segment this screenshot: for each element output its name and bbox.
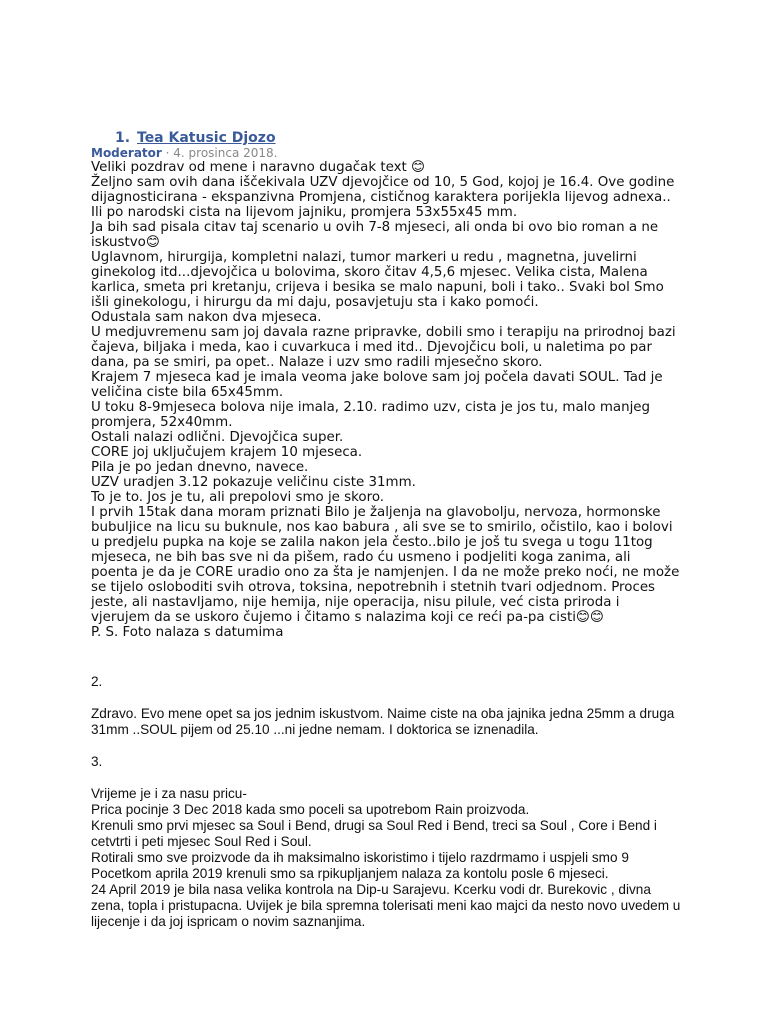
- post-text: Zdravo. Evo mene opet sa jos jednim iskustvom. Naime ciste na oba jajnika jedna 25mm a druga 31mm ..SOUL pijem od 25.10 ...ni jedne nemam. I doktorica se iznenadila.: [91, 706, 675, 737]
- post-line: I prvih 15tak dana moram priznati Bilo je žaljenja na glavobolju, nervoza, hormonske bubuljice na licu su buknule, nos kao babura , ali sve se to smirilo, očistilo, kao i bolovi u predjelu pupka na koje se zalila nakon jela često..bilo je još tu svega u togu 11tog mjeseca, ne bih bas sve ni da pišem, rado ću usmeno i podjeliti koga zanima, ali poenta je da je CORE uradio ono za šta je namjenjen. I da ne može preko noći, ne može se tijelo osloboditi svih otrova, toksina, nepotrebnih i stetnih tvari odjednom. Proces jeste, ali nastavljamo, nije hemija, nije operacija, nisu pilule, već cista priroda i vjerujem da se uskoro čujemo i čitamo s nalazima koji ce reći pa-pa cisti😊😊: [91, 505, 680, 625]
- post-line: P. S. Foto nalaza s datumima: [91, 625, 284, 640]
- post-header: [91, 128, 681, 146]
- post-line: Ja bih sad pisala citav taj scenario u ovih 7-8 mjeseci, ali onda bi ovo bio roman a ne iskustvo😊: [91, 220, 659, 250]
- post-line: U medjuvremenu sam joj davala razne pripravke, dobili smo i terapiju na prirodnoj bazi čajeva, biljaka i meda, kao i cuvarkuca i med itd.. Djevojčicu boli, u naletima po par dana, pa se smiri, pa opet.. Nalaze i uzv smo radili mjesečno skoro.: [91, 325, 676, 370]
- post-number: 3.: [91, 754, 103, 769]
- post-line: 24 April 2019 je bila nasa velika kontrola na Dip-u Sarajevu. Kcerku vodi dr. Burekovic , divna zena, topla i pristupacna. Uvijek je bila spremna tolerisati meni kao majci da nesto novo uvedem u lijecenje i da joj ispricam o novim saznanjima.: [91, 882, 681, 929]
- post-line: Krenuli smo prvi mjesec sa Soul i Bend, drugi sa Soul Red i Bend, treci sa Soul , Core i Bend i cetvtrti i peti mjesec Soul Red i Soul.: [91, 818, 657, 849]
- post-line: Uglavnom, hirurgija, kompletni nalazi, tumor markeri u redu , magnetna, juvelirni ginekolog itd...djevojčica u bolovima, skoro čitav 4,5,6 mjesec. Velika cista, Malena karlica, smeta pri kretanju, crijeva i besika se malo napuni, boli i tako.. Svaki bol Smo išli ginekologu, i hirurgu da mi daju, posavjetuju sta i kako pomoći.: [91, 250, 664, 310]
- post-line: UZV uradjen 3.12 pokazuje veličinu ciste 31mm.: [91, 475, 416, 490]
- post-meta: [91, 146, 681, 160]
- post-line: Pila je po jedan dnevno, navece.: [91, 460, 309, 475]
- author-role: Moderator: [91, 146, 162, 160]
- meta-separator: ·: [161, 146, 174, 160]
- post-line: Krajem 7 mjeseca kad je imala veoma jake bolove sam joj počela davati SOUL. Tad je veličina ciste bila 65x45mm.: [91, 370, 663, 400]
- post-2: [91, 674, 681, 738]
- post-date: 4. prosinca 2018.: [173, 146, 278, 160]
- post-line: Veliki pozdrav od mene i naravno dugačak text 😊: [91, 160, 426, 175]
- post-line: Pocetkom aprila 2019 krenuli smo sa rpikupljanjem nalaza za kontolu posle 6 mjeseci.: [91, 866, 609, 881]
- spacer: [91, 690, 681, 706]
- post-line: Prica pocinje 3 Dec 2018 kada smo poceli sa upotrebom Rain proizvoda.: [91, 802, 530, 817]
- spacer: [91, 640, 681, 674]
- spacer: [91, 770, 681, 786]
- post-line: Rotirali smo sve proizvode da ih maksimalno iskoristimo i tijelo razdrmamo i uspjeli smo 9: [91, 850, 629, 865]
- post-body: [91, 160, 681, 640]
- post-line: U toku 8-9mjeseca bolova nije imala, 2.10. radimo uzv, cista je jos tu, malo manjeg promjera, 52x40mm.: [91, 400, 651, 430]
- document-page: [91, 128, 681, 930]
- post-line: CORE joj uključujem krajem 10 mjeseca.: [91, 445, 363, 460]
- post-line: Odustala sam nakon dva mjeseca.: [91, 310, 322, 325]
- author-link[interactable]: Tea Katusic Djozo: [137, 130, 276, 146]
- post-number: 2.: [91, 674, 103, 689]
- post-number: 1.: [115, 130, 131, 146]
- post-line: Ostali nalazi odlični. Djevojčica super.: [91, 430, 344, 445]
- post-3: [91, 754, 681, 930]
- post-line: Vrijeme je i za nasu pricu-: [91, 786, 247, 801]
- post-line: Željno sam ovih dana iščekivala UZV djevojčice od 10, 5 God, kojoj je 16.4. Ove godine dijagnosticirana - ekspanzivna Promjena, cističnog karaktera porijekla lijevog adnexa.. Ili po narodski cista na lijevom jajniku, promjera 53x55x45 mm.: [91, 175, 675, 220]
- spacer: [91, 738, 681, 754]
- post-line: To je to. Jos je tu, ali prepolovi smo je skoro.: [91, 490, 385, 505]
